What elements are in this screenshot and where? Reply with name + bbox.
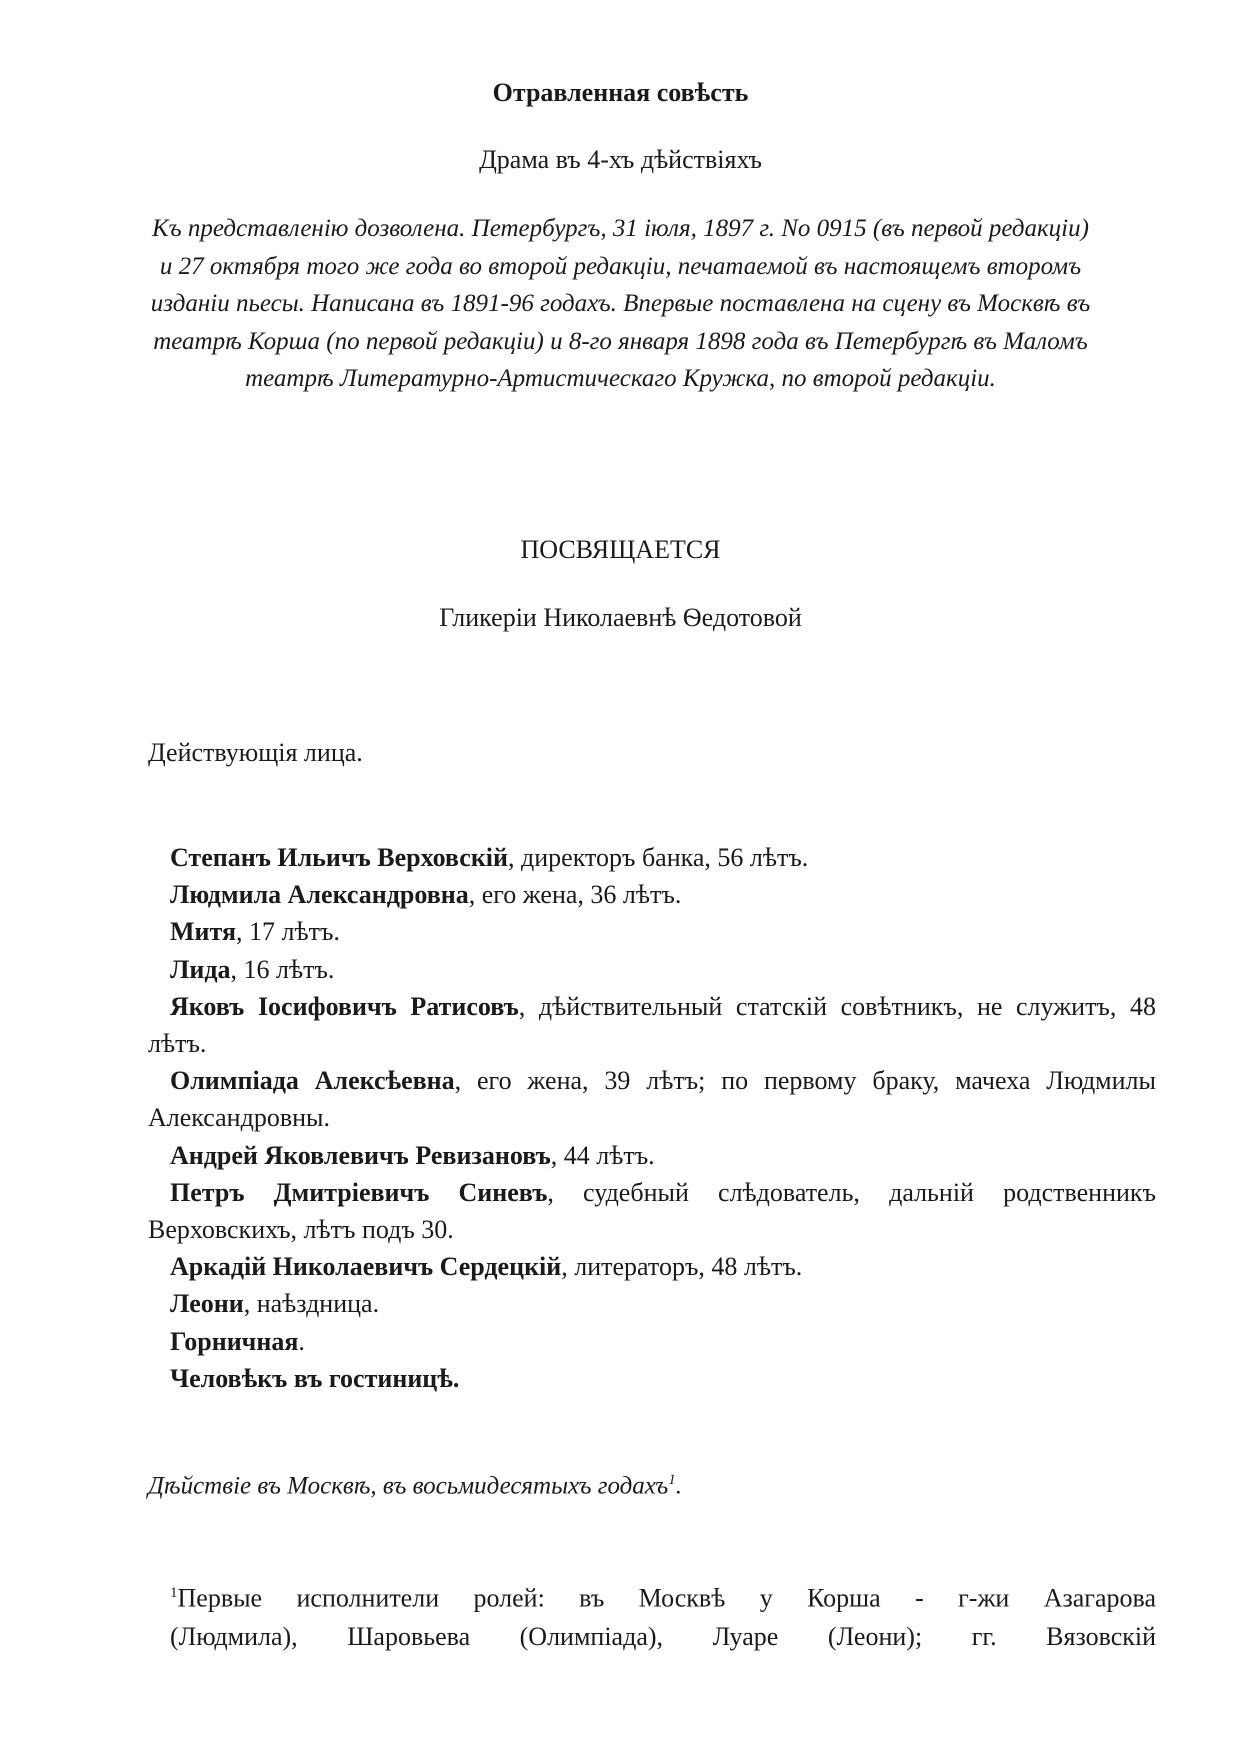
cast-description: , судебный слѣдователь, дальній родственникъ Верховскихъ, лѣтъ подъ 30. — [148, 1177, 1156, 1245]
cast-entry — [148, 1323, 1156, 1360]
footnote-marker: 1 — [170, 1585, 178, 1601]
cast-name: Лида — [170, 954, 231, 984]
cast-entry — [148, 988, 1156, 1062]
cast-description: . — [298, 1326, 305, 1356]
cast-description: , 16 лѣтъ. — [230, 954, 335, 984]
censor-note: Къ представленію дозволена. Петербургъ, 31 іюля, 1897 г. No 0915 (въ первой редакціи) и 27 октября того же года во второй редакціи, печатаемой въ настоящемъ второмъ изданіи пьесы. Написана въ 1891-96 годахъ. Впервые поставлена на сцену въ Москвѣ въ театрѣ Корша (по первой редакціи) и 8-го января 1898 года въ Петербургѣ въ Маломъ театрѣ Литературно-Артистическаго Кружка, по второй редакціи. — [150, 215, 1091, 392]
cast-entry — [148, 1137, 1156, 1174]
cast-entry — [148, 1285, 1156, 1322]
footnote-line — [148, 1618, 1156, 1656]
cast-name: Леони — [170, 1289, 244, 1319]
play-title: Отравленная совѣсть — [492, 78, 749, 107]
cast-name: Степанъ Ильичъ Верховскій — [170, 843, 509, 872]
setting-text: Дѣйствіе въ Москвѣ, въ восьмидесятыхъ годахъ — [148, 1472, 669, 1500]
footnote-text: (Людмила), Шаровьева (Олимпіада), Луаре (Леони); гг. Вязовскій — [170, 1621, 1156, 1651]
footnote-line — [148, 1574, 1156, 1618]
footnote-text: Первые исполнители ролей: въ Москвѣ у Корша - г-жи Азагарова — [177, 1583, 1156, 1613]
footnote-reference: 1 — [668, 1472, 676, 1488]
dedication-name: Гликеріи Николаевнѣ Ѳедотовой — [439, 603, 802, 632]
cast-description: , его жена, 36 лѣтъ. — [468, 880, 682, 910]
cast-description: , наѣздница. — [243, 1289, 380, 1319]
cast-description: , литераторъ, 48 лѣтъ. — [561, 1252, 803, 1282]
cast-name: Андрей Яковлевичъ Ревизановъ — [170, 1140, 551, 1170]
cast-entry — [148, 1248, 1156, 1285]
cast-entry — [148, 1360, 1156, 1397]
footnote — [148, 1574, 1156, 1656]
cast-name: Человѣкъ въ гостиницѣ. — [170, 1363, 460, 1393]
cast-name: Людмила Александровна — [170, 880, 469, 910]
cast-description: , его жена, 39 лѣтъ; по первому браку, мачеха Людмилы Александровны. — [148, 1066, 1156, 1133]
cast-name: Митя — [170, 917, 237, 947]
cast-name: Аркадій Николаевичъ Сердецкій — [170, 1252, 562, 1282]
cast-list — [148, 839, 1156, 1397]
cast-entry — [148, 1062, 1156, 1136]
cast-name: Горничная — [170, 1326, 299, 1356]
cast-name: Олимпіада Алексѣевна — [170, 1066, 455, 1096]
setting-end: . — [675, 1472, 683, 1500]
dedication-heading: ПОСВЯЩАЕТСЯ — [520, 535, 721, 564]
cast-description: , дѣйствительный статскій совѣтникъ, не служитъ, 48 лѣтъ. — [148, 991, 1156, 1059]
cast-entry — [148, 951, 1156, 988]
cast-description: , 44 лѣтъ. — [550, 1140, 655, 1170]
cast-name: Яковъ Іосифовичъ Ратисовъ — [170, 991, 519, 1021]
cast-description: , 17 лѣтъ. — [236, 917, 340, 947]
cast-entry — [148, 876, 1156, 913]
cast-name: Петръ Дмитріевичъ Синевъ — [170, 1177, 548, 1207]
cast-entry — [148, 839, 1156, 876]
cast-entry — [148, 1174, 1156, 1248]
cast-description: , директоръ банка, 56 лѣтъ. — [508, 843, 809, 872]
cast-entry — [148, 913, 1156, 950]
setting-note — [148, 1472, 682, 1500]
persons-heading: Действующія лица. — [148, 738, 363, 767]
play-subtitle: Драма въ 4-хъ дѣйствіяхъ — [479, 145, 762, 174]
